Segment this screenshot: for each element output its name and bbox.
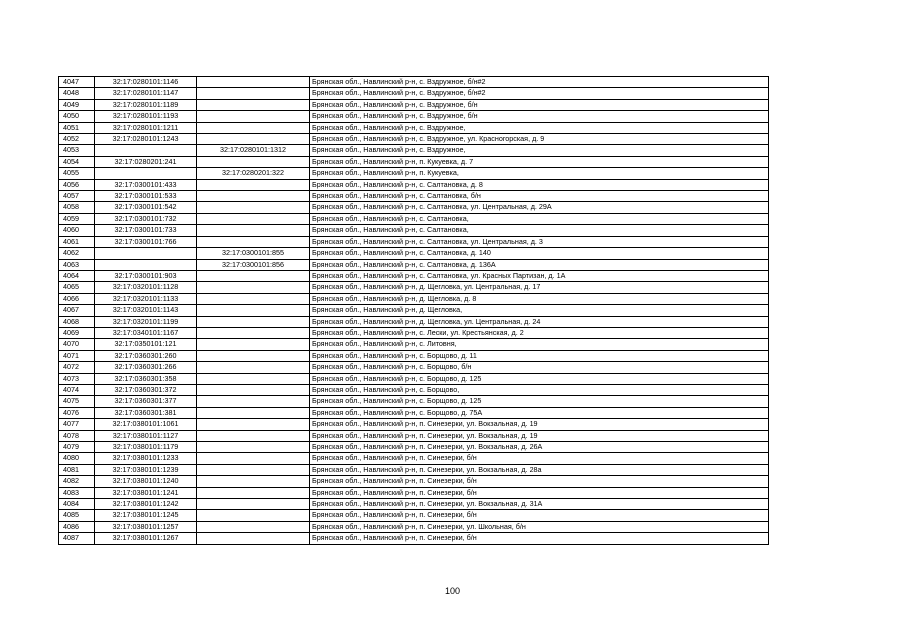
row-number-cell: 4071: [59, 350, 95, 361]
cadastral-number-cell: 32:17:0280101:1146: [95, 77, 197, 88]
cadastral-number-cell: 32:17:0320101:1143: [95, 305, 197, 316]
table-row: [59, 168, 769, 179]
row-number-cell: 4053: [59, 145, 95, 156]
row-number-cell: 4064: [59, 270, 95, 281]
row-number-cell: 4077: [59, 419, 95, 430]
address-cell: Брянская обл., Навлинский р-н, д. Щегловка, ул. Центральная, д. 24: [310, 316, 769, 327]
table-row: [59, 316, 769, 327]
cadastral-number-cell: 32:17:0300101:732: [95, 213, 197, 224]
cadastral-number-alt-cell: [197, 213, 310, 224]
row-number-cell: 4058: [59, 202, 95, 213]
row-number-cell: 4059: [59, 213, 95, 224]
address-cell: Брянская обл., Навлинский р-н, с. Салтановка, д. 140: [310, 248, 769, 259]
row-number-cell: 4048: [59, 88, 95, 99]
table-row: [59, 248, 769, 259]
table-row: [59, 521, 769, 532]
address-cell: Брянская обл., Навлинский р-н, с. Борщово, б/н: [310, 362, 769, 373]
row-number-cell: 4047: [59, 77, 95, 88]
cadastral-number-alt-cell: [197, 270, 310, 281]
address-cell: Брянская обл., Навлинский р-н, п. Синезерки, ул. Вокзальная, д. 28а: [310, 464, 769, 475]
address-cell: Брянская обл., Навлинский р-н, д. Щегловка, д. 8: [310, 293, 769, 304]
row-number-cell: 4072: [59, 362, 95, 373]
address-cell: Брянская обл., Навлинский р-н, с. Борщово, д. 125: [310, 373, 769, 384]
cadastral-number-cell: 32:17:0380101:1267: [95, 533, 197, 544]
address-cell: Брянская обл., Навлинский р-н, п. Синезерки, б/н: [310, 510, 769, 521]
address-cell: Брянская обл., Навлинский р-н, п. Синезерки, б/н: [310, 476, 769, 487]
cadastral-number-alt-cell: [197, 191, 310, 202]
cadastral-number-cell: 32:17:0360301:358: [95, 373, 197, 384]
address-cell: Брянская обл., Навлинский р-н, с. Вздружное,: [310, 122, 769, 133]
cadastral-number-alt-cell: [197, 99, 310, 110]
address-cell: Брянская обл., Навлинский р-н, с. Салтановка, д. 136А: [310, 259, 769, 270]
address-cell: Брянская обл., Навлинский р-н, с. Салтановка,: [310, 225, 769, 236]
table-row: [59, 282, 769, 293]
table-row: [59, 350, 769, 361]
cadastral-number-alt-cell: [197, 476, 310, 487]
cadastral-number-alt-cell: [197, 236, 310, 247]
row-number-cell: 4067: [59, 305, 95, 316]
cadastral-number-cell: 32:17:0360301:260: [95, 350, 197, 361]
table-row: [59, 384, 769, 395]
cadastral-number-cell: 32:17:0300101:533: [95, 191, 197, 202]
cadastral-number-cell: [95, 145, 197, 156]
row-number-cell: 4056: [59, 179, 95, 190]
row-number-cell: 4076: [59, 407, 95, 418]
row-number-cell: 4063: [59, 259, 95, 270]
row-number-cell: 4075: [59, 396, 95, 407]
row-number-cell: 4086: [59, 521, 95, 532]
address-cell: Брянская обл., Навлинский р-н, с. Вздружное, ул. Красногорская, д. 9: [310, 134, 769, 145]
table-row: [59, 77, 769, 88]
table-row: [59, 327, 769, 338]
table-row: [59, 191, 769, 202]
cadastral-number-cell: 32:17:0280101:1147: [95, 88, 197, 99]
table-row: [59, 270, 769, 281]
cadastral-number-cell: 32:17:0340101:1167: [95, 327, 197, 338]
cadastral-number-alt-cell: [197, 88, 310, 99]
table-row: [59, 99, 769, 110]
cadastral-number-alt-cell: [197, 419, 310, 430]
cadastral-number-cell: 32:17:0280101:1211: [95, 122, 197, 133]
cadastral-number-cell: 32:17:0300101:433: [95, 179, 197, 190]
row-number-cell: 4051: [59, 122, 95, 133]
cadastral-number-cell: 32:17:0300101:903: [95, 270, 197, 281]
cadastral-number-cell: 32:17:0380101:1179: [95, 442, 197, 453]
cadastral-number-cell: [95, 248, 197, 259]
address-cell: Брянская обл., Навлинский р-н, с. Вздружное, б/н: [310, 111, 769, 122]
address-cell: Брянская обл., Навлинский р-н, п. Синезерки, б/н: [310, 533, 769, 544]
cadastral-number-cell: 32:17:0300101:766: [95, 236, 197, 247]
cadastral-number-alt-cell: 32:17:0300101:856: [197, 259, 310, 270]
cadastral-number-cell: 32:17:0280101:1193: [95, 111, 197, 122]
cadastral-table-body: [59, 77, 769, 545]
cadastral-number-cell: 32:17:0380101:1241: [95, 487, 197, 498]
cadastral-number-cell: 32:17:0320101:1128: [95, 282, 197, 293]
table-row: [59, 419, 769, 430]
row-number-cell: 4082: [59, 476, 95, 487]
table-row: [59, 373, 769, 384]
cadastral-number-cell: 32:17:0350101:121: [95, 339, 197, 350]
table-row: [59, 259, 769, 270]
cadastral-number-cell: 32:17:0360301:372: [95, 384, 197, 395]
table-row: [59, 179, 769, 190]
table-row: [59, 122, 769, 133]
table-row: [59, 134, 769, 145]
address-cell: Брянская обл., Навлинский р-н, с. Салтановка, ул. Центральная, д. 3: [310, 236, 769, 247]
address-cell: Брянская обл., Навлинский р-н, п. Синезерки, б/н: [310, 453, 769, 464]
cadastral-number-cell: 32:17:0380101:1257: [95, 521, 197, 532]
cadastral-number-alt-cell: [197, 407, 310, 418]
row-number-cell: 4054: [59, 156, 95, 167]
table-row: [59, 487, 769, 498]
cadastral-number-cell: 32:17:0380101:1240: [95, 476, 197, 487]
table-row: [59, 430, 769, 441]
row-number-cell: 4078: [59, 430, 95, 441]
row-number-cell: 4062: [59, 248, 95, 259]
row-number-cell: 4079: [59, 442, 95, 453]
cadastral-number-cell: 32:17:0300101:542: [95, 202, 197, 213]
address-cell: Брянская обл., Навлинский р-н, с. Салтановка, д. 8: [310, 179, 769, 190]
row-number-cell: 4050: [59, 111, 95, 122]
address-cell: Брянская обл., Навлинский р-н, с. Борщово, д. 75А: [310, 407, 769, 418]
row-number-cell: 4080: [59, 453, 95, 464]
cadastral-number-cell: [95, 259, 197, 270]
cadastral-number-alt-cell: [197, 202, 310, 213]
cadastral-number-cell: 32:17:0280101:1243: [95, 134, 197, 145]
row-number-cell: 4069: [59, 327, 95, 338]
cadastral-number-cell: 32:17:0280201:241: [95, 156, 197, 167]
row-number-cell: 4068: [59, 316, 95, 327]
cadastral-number-cell: 32:17:0320101:1133: [95, 293, 197, 304]
cadastral-number-cell: 32:17:0380101:1239: [95, 464, 197, 475]
cadastral-number-alt-cell: [197, 122, 310, 133]
address-cell: Брянская обл., Навлинский р-н, с. Вздружное, б/н: [310, 99, 769, 110]
address-cell: Брянская обл., Навлинский р-н, п. Кукуевка, д. 7: [310, 156, 769, 167]
cadastral-number-alt-cell: [197, 77, 310, 88]
cadastral-number-cell: 32:17:0300101:733: [95, 225, 197, 236]
cadastral-number-cell: [95, 168, 197, 179]
row-number-cell: 4060: [59, 225, 95, 236]
cadastral-number-cell: 32:17:0380101:1061: [95, 419, 197, 430]
cadastral-number-alt-cell: [197, 339, 310, 350]
cadastral-number-cell: 32:17:0380101:1245: [95, 510, 197, 521]
cadastral-number-cell: 32:17:0360301:266: [95, 362, 197, 373]
row-number-cell: 4070: [59, 339, 95, 350]
table-row: [59, 88, 769, 99]
address-cell: Брянская обл., Навлинский р-н, д. Щегловка, ул. Центральная, д. 17: [310, 282, 769, 293]
address-cell: Брянская обл., Навлинский р-н, с. Литовня,: [310, 339, 769, 350]
cadastral-number-alt-cell: [197, 327, 310, 338]
page-number: 100: [444, 586, 461, 596]
cadastral-number-alt-cell: [197, 282, 310, 293]
cadastral-number-alt-cell: [197, 156, 310, 167]
row-number-cell: 4057: [59, 191, 95, 202]
row-number-cell: 4073: [59, 373, 95, 384]
cadastral-number-alt-cell: [197, 533, 310, 544]
cadastral-table: [58, 76, 769, 545]
address-cell: Брянская обл., Навлинский р-н, п. Синезерки, ул. Вокзальная, д. 19: [310, 430, 769, 441]
table-row: [59, 362, 769, 373]
row-number-cell: 4049: [59, 99, 95, 110]
table-row: [59, 156, 769, 167]
cadastral-number-cell: 32:17:0320101:1199: [95, 316, 197, 327]
address-cell: Брянская обл., Навлинский р-н, с. Салтановка, б/н: [310, 191, 769, 202]
table-row: [59, 533, 769, 544]
cadastral-number-alt-cell: [197, 453, 310, 464]
cadastral-number-cell: 32:17:0380101:1233: [95, 453, 197, 464]
table-row: [59, 510, 769, 521]
cadastral-number-alt-cell: [197, 464, 310, 475]
table-row: [59, 407, 769, 418]
cadastral-number-alt-cell: [197, 225, 310, 236]
cadastral-number-alt-cell: [197, 442, 310, 453]
cadastral-number-alt-cell: [197, 384, 310, 395]
cadastral-number-cell: 32:17:0380101:1242: [95, 499, 197, 510]
address-cell: Брянская обл., Навлинский р-н, с. Салтановка,: [310, 213, 769, 224]
row-number-cell: 4061: [59, 236, 95, 247]
cadastral-number-cell: 32:17:0360301:377: [95, 396, 197, 407]
row-number-cell: 4084: [59, 499, 95, 510]
row-number-cell: 4081: [59, 464, 95, 475]
cadastral-number-cell: 32:17:0380101:1127: [95, 430, 197, 441]
cadastral-number-cell: 32:17:0280101:1189: [95, 99, 197, 110]
address-cell: Брянская обл., Навлинский р-н, с. Вздружное, б/н#2: [310, 88, 769, 99]
table-row: [59, 111, 769, 122]
cadastral-number-alt-cell: [197, 111, 310, 122]
table-row: [59, 236, 769, 247]
cadastral-number-alt-cell: [197, 134, 310, 145]
address-cell: Брянская обл., Навлинский р-н, п. Синезерки, ул. Вокзальная, д. 26А: [310, 442, 769, 453]
table-row: [59, 396, 769, 407]
address-cell: Брянская обл., Навлинский р-н, с. Салтановка, ул. Красных Партизан, д. 1А: [310, 270, 769, 281]
cadastral-number-alt-cell: [197, 350, 310, 361]
cadastral-number-alt-cell: [197, 521, 310, 532]
table-row: [59, 293, 769, 304]
address-cell: Брянская обл., Навлинский р-н, п. Синезерки, б/н: [310, 487, 769, 498]
table-row: [59, 305, 769, 316]
cadastral-number-alt-cell: 32:17:0300101:855: [197, 248, 310, 259]
cadastral-number-alt-cell: [197, 179, 310, 190]
cadastral-number-alt-cell: [197, 430, 310, 441]
cadastral-number-alt-cell: [197, 487, 310, 498]
address-cell: Брянская обл., Навлинский р-н, с. Лески, ул. Крестьянская, д. 2: [310, 327, 769, 338]
table-row: [59, 225, 769, 236]
cadastral-number-alt-cell: [197, 373, 310, 384]
address-cell: Брянская обл., Навлинский р-н, д. Щегловка,: [310, 305, 769, 316]
row-number-cell: 4052: [59, 134, 95, 145]
table-row: [59, 202, 769, 213]
cadastral-number-alt-cell: 32:17:0280101:1312: [197, 145, 310, 156]
table-row: [59, 499, 769, 510]
address-cell: Брянская обл., Навлинский р-н, с. Салтановка, ул. Центральная, д. 29А: [310, 202, 769, 213]
table-row: [59, 476, 769, 487]
row-number-cell: 4055: [59, 168, 95, 179]
address-cell: Брянская обл., Навлинский р-н, п. Синезерки, ул. Школьная, б/н: [310, 521, 769, 532]
address-cell: Брянская обл., Навлинский р-н, с. Борщово, д. 11: [310, 350, 769, 361]
cadastral-number-alt-cell: [197, 293, 310, 304]
cadastral-number-alt-cell: 32:17:0280201:322: [197, 168, 310, 179]
row-number-cell: 4085: [59, 510, 95, 521]
address-cell: Брянская обл., Навлинский р-н, с. Вздружное, б/н#2: [310, 77, 769, 88]
address-cell: Брянская обл., Навлинский р-н, п. Кукуевка,: [310, 168, 769, 179]
table-row: [59, 213, 769, 224]
table-row: [59, 145, 769, 156]
address-cell: Брянская обл., Навлинский р-н, с. Борщово,: [310, 384, 769, 395]
address-cell: Брянская обл., Навлинский р-н, с. Вздружное,: [310, 145, 769, 156]
address-cell: Брянская обл., Навлинский р-н, п. Синезерки, ул. Вокзальная, д. 31А: [310, 499, 769, 510]
cadastral-number-alt-cell: [197, 316, 310, 327]
row-number-cell: 4065: [59, 282, 95, 293]
cadastral-number-alt-cell: [197, 362, 310, 373]
table-row: [59, 464, 769, 475]
row-number-cell: 4066: [59, 293, 95, 304]
cadastral-number-alt-cell: [197, 305, 310, 316]
table-row: [59, 339, 769, 350]
cadastral-number-cell: 32:17:0360301:381: [95, 407, 197, 418]
cadastral-number-alt-cell: [197, 499, 310, 510]
cadastral-number-alt-cell: [197, 510, 310, 521]
address-cell: Брянская обл., Навлинский р-н, с. Борщово, д. 125: [310, 396, 769, 407]
row-number-cell: 4087: [59, 533, 95, 544]
cadastral-number-alt-cell: [197, 396, 310, 407]
row-number-cell: 4083: [59, 487, 95, 498]
table-row: [59, 442, 769, 453]
table-row: [59, 453, 769, 464]
row-number-cell: 4074: [59, 384, 95, 395]
address-cell: Брянская обл., Навлинский р-н, п. Синезерки, ул. Вокзальная, д. 19: [310, 419, 769, 430]
